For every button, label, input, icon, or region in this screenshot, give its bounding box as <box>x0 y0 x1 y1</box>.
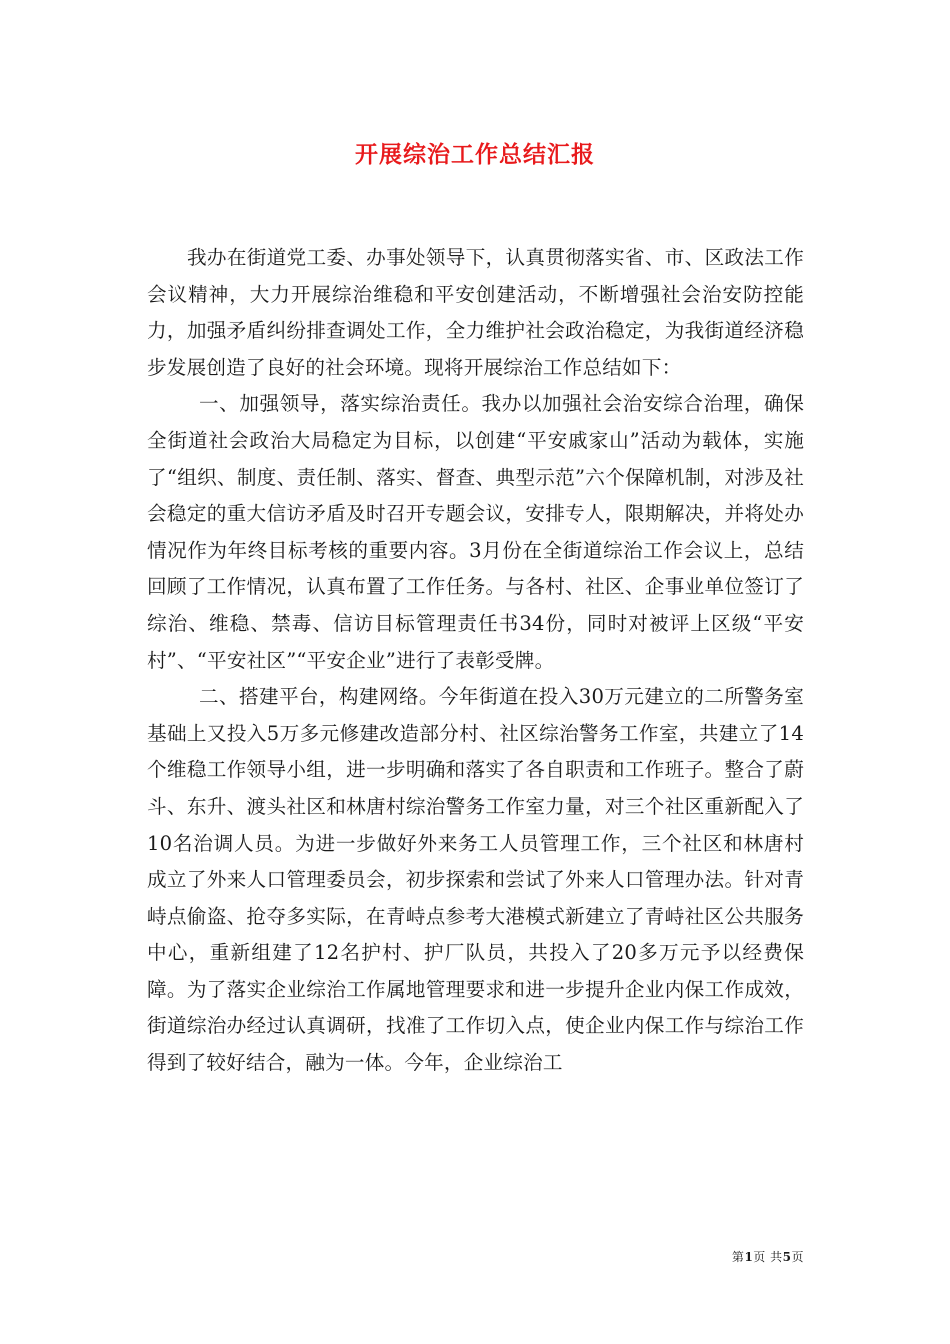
footer-suffix: 页 <box>791 1250 804 1264</box>
page-number-footer <box>732 1248 804 1265</box>
document-body <box>147 240 804 1082</box>
footer-middle: 页 共 <box>753 1250 783 1264</box>
footer-current-page: 1 <box>744 1250 754 1264</box>
section-2-paragraph: 二、搭建平台，构建网络。今年街道在投入30万元建立的二所警务室基础上又投入5万多元修建改造部分村、社区综治警务工作室，共建立了14个维稳工作领导小组，进一步明确和落实了各自职责和工作班子。整合了蔚斗、东升、渡头社区和林唐村综治警务工作室力量，对三个社区重新配入了10名治调人员。为进一步做好外来务工人员管理工作，三个社区和林唐村成立了外来人口管理委员会，初步探索和尝试了外来人口管理办法。针对青峙点偷盗、抢夺多实际，在青峙点参考大港模式新建立了青峙社区公共服务中心，重新组建了12名护村、护厂队员，共投入了20多万元予以经费保障。为了落实企业综治工作属地管理要求和进一步提升企业内保工作成效，街道综治办经过认真调研，找准了工作切入点，使企业内保工作与综治工作得到了较好结合，融为一体。今年，企业综治工 <box>147 685 804 1075</box>
section-1-paragraph: 一、加强领导，落实综治责任。我办以加强社会治安综合治理，确保全街道社会政治大局稳定为目标，以创建“平安戚家山”活动为载体，实施了“组织、制度、责任制、落实、督查、典型示范”六个保障机制，对涉及社会稳定的重大信访矛盾及时召开专题会议，安排专人，限期解决，并将处办情况作为年终目标考核的重要内容。3月份在全街道综治工作会议上，总结回顾了工作情况，认真布置了工作任务。与各村、社区、企事业单位签订了综治、维稳、禁毒、信访目标管理责任书34份，同时对被评上区级“平安村”、“平安社区”“平安企业”进行了表彰受牌。 <box>147 392 804 672</box>
intro-paragraph: 我办在街道党工委、办事处领导下，认真贯彻落实省、市、区政法工作会议精神，大力开展综治维稳和平安创建活动，不断增强社会治安防控能力，加强矛盾纠纷排查调处工作，全力维护社会政治稳定，为我街道经济稳步发展创造了良好的社会环境。现将开展综治工作总结如下： <box>147 246 804 379</box>
footer-total-pages: 5 <box>782 1250 792 1264</box>
footer-prefix: 第 <box>731 1250 745 1264</box>
document-title: 开展综治工作总结汇报 <box>355 141 595 168</box>
